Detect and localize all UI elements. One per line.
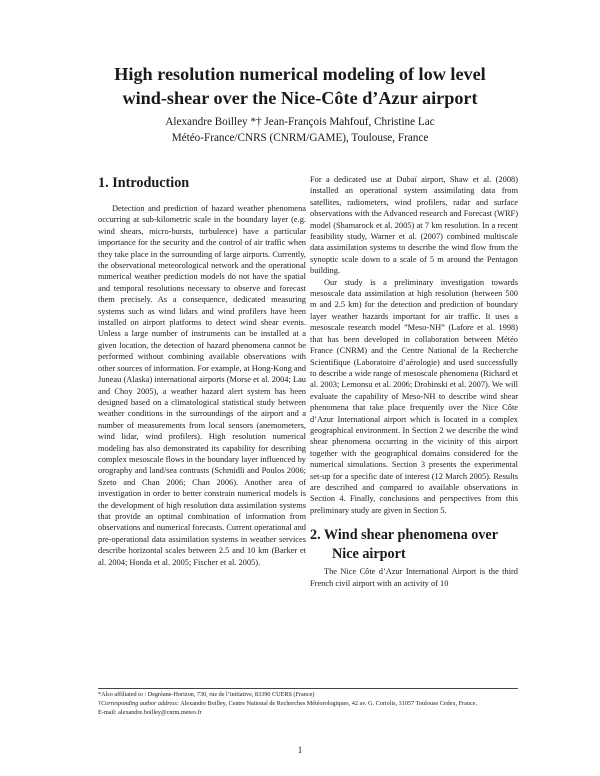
footnote-affiliation: *Also affiliated to : Degréane-Horizon, 730, rue de l’initiative, 83390 CUERS (France) [98,691,315,698]
footnote-corresponding-author [98,700,518,709]
right-column [310,174,518,589]
intro-paragraph-3: Our study is a preliminary investigation towards mesoscale data assimilation at high resolution (between 500 m and 2.5 km) for the detection and prediction of boundary layer weather hazards important for air traffic. It uses a mesoscale research model ”Meso-NH” (Lafore et al. 1998) that has been developed in collaboration between Météo France (CNRM) and the Centre National de la Recherche Scientifique (Laboratoire d’aérologie) and used successfully to describe a wide range of mesoscale phenomena (Richard et al. 2003; Lemonsu et al. 2006; Drobinski et al. 2007). We will evaluate the capability of Meso-NH to describe wind shear phenomena that take place frequently over the Nice Côte d’Azur International airport which is located in a complex geographical environment. In Section 2 we describe the wind shear phenomena occurring in the vicinity of this airport together with the geographical domains considered for the numerical simulations. Section 3 presents the experimental set-up for a specific date of interest (12 March 2005). Results are described and compared to available observations in Section 4. Finally, conclusions and perspectives from this preliminary study are given in Section 5. [310,277,518,515]
footnote-address: Alexandre Boilley, Centre National de Recherches Météorologiques, 42 av. G. Coriolis, 31057 Toulouse Cedex, France. [179,699,477,707]
footnote-label: †Corresponding author address: [98,699,180,707]
author-block [60,114,540,146]
paper-title [60,62,540,110]
footnotes [98,688,518,717]
title-line-1: High resolution numerical modeling of low level [114,64,486,84]
footnote-email: E-mail: alexandre.boilley@cnrm.meteo.fr [98,708,202,716]
title-line-2: wind-shear over the Nice-Côte d’Azur airport [122,88,478,108]
page-number: 1 [297,745,303,755]
author-affiliation: Météo-France/CNRS (CNRM/GAME), Toulouse, France [171,132,429,144]
section-2-heading-line-2: Nice airport [332,546,406,563]
wind-shear-paragraph-1: The Nice Côte d’Azur International Airport is the third French civil airport with an activity of 10 [310,567,518,588]
section-2-heading-line-1: 2. Wind shear phenomena over [310,527,499,544]
intro-paragraph-1: Detection and prediction of hazard weather phenomena occurring at sub-kilometric scale in the boundary layer (e.g. wind shears, micro-bursts, turbulence) have a particular importance for the security and the control of air traffic when they take place in the surrounding of large airports. Currently, the observational meteorological network and the operational numerical weather prediction models do not have the spatial and temporal resolutions necessary to observe and forecast them precisely. As a consequence, dedicated measuring systems such as wind lidars and wind profilers have been installed on airport platforms to detect wind shear events. Unless a large number of instruments can be installed at a given location, the detection of hazard phenomena cannot be performed without combining available observations with other sources of information. For example, at Hong-Kong and Juneau (Alaska) international airports (Morse et al. 2004; Lau and Choy 2005), a weather hazard alert system has been designed based on a climatological statistical study between weather conditions in the surroundings of the airport and a number of measurements from local sensors (anemometers, wind lidar, wind profilers). High resolution numerical modeling has also demonstrated its capability for describing complex mesoscale flows in the boundary layer influenced by orography and land/sea contrasts (Schmidli and Poulos 2006; Szeto and Chan 2006; Chan 2006). Another area of investigation in order to better constrain numerical models is the development of high resolution data assimilation systems that provide an optimal combination of information from observations and numerical forecasts. Current operational and pre-operational data assimilation systems in weather services describe horizontal scales between 2.5 and 10 km (Barker et al. 2004; Honda et al. 2005; Fischer et al. 2005). [98,204,306,567]
intro-paragraph-2: For a dedicated use at Dubaï airport, Shaw et al. (2008) installed an operational system assimilating data from satellites, radiometers, wind profilers, radar and surface observations with the Advanced research and Forecast (WRF) model (Shamarock et al. 2005) at 7 km resolution. In a recent feasibility study, Warner et al. (2007) combined multiscale data assimilation systems to describe the wind flow from the synoptic scale down to a scale of 5 m around the Pentagon building. [310,175,518,276]
section-heading-introduction: 1. Introduction [98,175,190,191]
author-names: Alexandre Boilley *† Jean-François Mahfouf, Christine Lac [165,116,435,128]
left-column [98,168,306,568]
section-heading-wind-shear [310,526,518,564]
